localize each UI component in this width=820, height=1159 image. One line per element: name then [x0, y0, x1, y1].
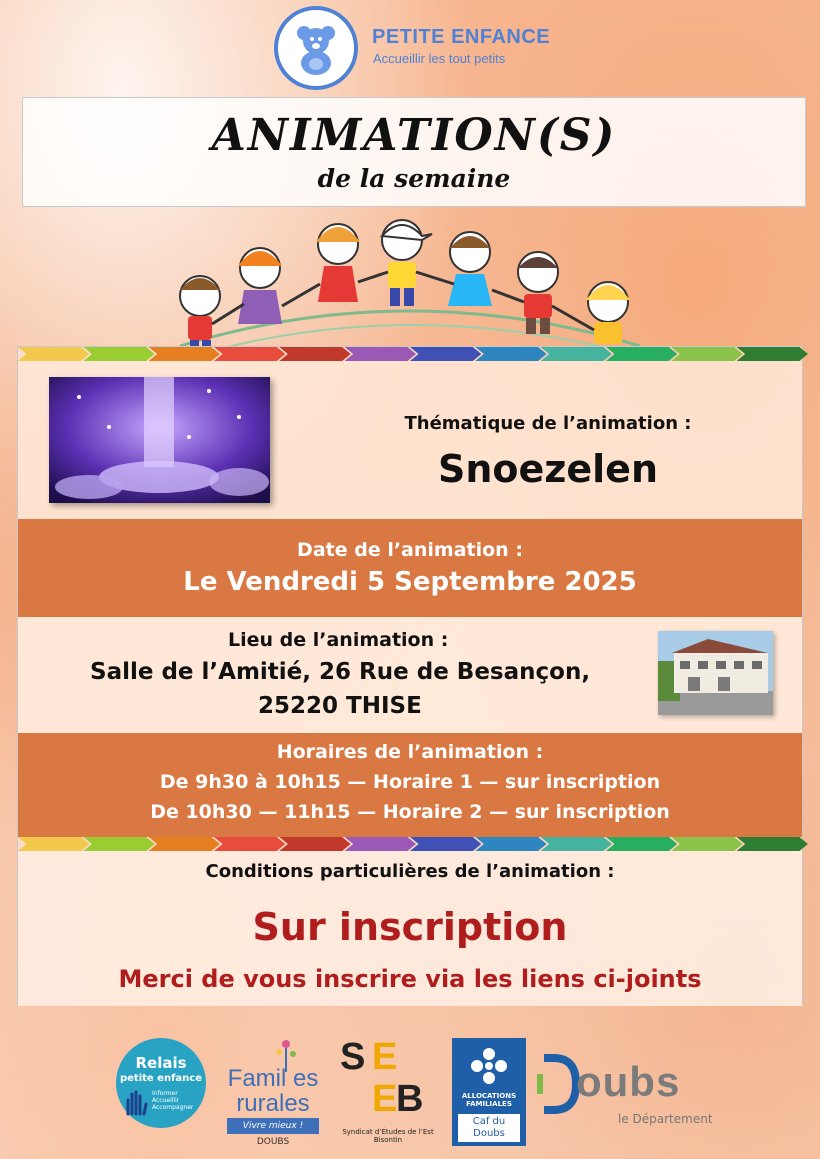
page-title: ANIMATION(S): [211, 110, 617, 161]
petite-enfance-logo: [274, 6, 358, 90]
location-address: Salle de l’Amitié, 26 Rue de Besançon,: [90, 659, 591, 685]
caf-name: Caf du Doubs: [458, 1114, 520, 1142]
hours-section: [18, 733, 802, 837]
familles-line2: rurales: [236, 1090, 310, 1117]
location-label: Lieu de l’animation :: [228, 629, 449, 651]
date-label: Date de l’animation :: [297, 539, 523, 561]
rainbow-divider-top: [18, 347, 802, 361]
relais-motto: Informer Accueillir Accompagner: [152, 1090, 194, 1111]
familles-region: DOUBS: [256, 1137, 290, 1147]
date-section: [18, 519, 802, 617]
conditions-sub: Merci de vous inscrire via les liens ci-joints: [118, 965, 702, 993]
seeb-caption: Syndicat d’Études de l’Est Bisontin: [342, 1128, 434, 1144]
relais-petite-enfance-logo: [116, 1038, 206, 1128]
conditions-label: Conditions particulières de l’animation :: [205, 861, 615, 882]
doubs-subtitle: le Département: [618, 1112, 713, 1126]
title-box: [22, 97, 806, 207]
doubs-d-icon: [536, 1054, 580, 1114]
building-photo: [658, 631, 773, 715]
location-section: [18, 617, 802, 733]
caf-title: ALLOCATIONS FAMILIALES: [461, 1092, 517, 1108]
familles-line1: Famil es: [227, 1065, 319, 1092]
snoezelen-room-photo: [49, 377, 270, 503]
doubs-name: oubs: [576, 1058, 681, 1105]
seeb-letter-e2: E: [372, 1078, 398, 1120]
hand-icon: [124, 1088, 150, 1116]
page-subtitle: de la semaine: [317, 164, 511, 193]
animation-card: [17, 346, 803, 1006]
seeb-logo: [338, 1036, 438, 1152]
theme-section: [18, 361, 802, 519]
brand-subtitle: Accueillir les tout petits: [373, 51, 506, 66]
date-value: Le Vendredi 5 Septembre 2025: [183, 567, 637, 597]
conditions-main: Sur inscription: [252, 905, 568, 949]
teddy-bear-icon: [287, 19, 345, 77]
seeb-letter-b: B: [396, 1078, 424, 1120]
relais-title: Relais: [135, 1054, 187, 1072]
location-city: 25220 THISE: [258, 693, 422, 719]
theme-value: Snoezelen: [437, 447, 659, 491]
familles-tagline: Vivre mieux !: [227, 1118, 319, 1134]
doubs-departement-logo: [536, 1054, 716, 1134]
caf-family-icon: [467, 1044, 511, 1088]
seeb-letter-s: S: [340, 1036, 366, 1078]
conditions-section: [18, 851, 802, 1006]
children-holding-hands-illustration: [160, 206, 660, 356]
seeb-letter-e1: E: [372, 1036, 398, 1078]
caf-logo: [452, 1038, 526, 1146]
hours-slot-2: De 10h30 — 11h15 — Horaire 2 — sur inscription: [150, 801, 670, 823]
hours-label: Horaires de l’animation :: [276, 741, 544, 763]
rainbow-divider-bottom: [18, 837, 802, 851]
familles-rurales-logo: [222, 1038, 324, 1148]
theme-label: Thématique de l’animation :: [404, 413, 692, 434]
hours-slot-1: De 9h30 à 10h15 — Horaire 1 — sur inscription: [159, 771, 661, 793]
brand-title: PETITE ENFANCE: [372, 26, 551, 48]
relais-subtitle: petite enfance: [119, 1073, 203, 1084]
